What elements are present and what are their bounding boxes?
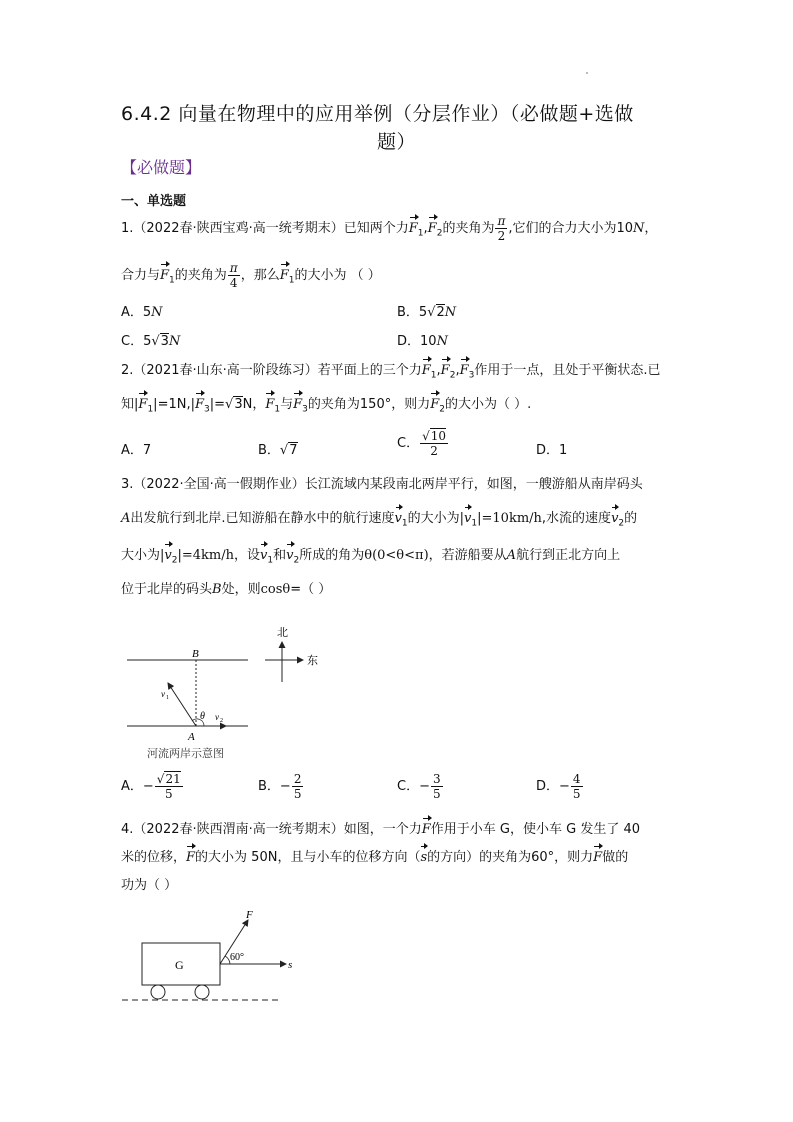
label-60deg: 60° [230, 952, 244, 963]
label-s: s [288, 959, 293, 971]
q2-line1: 2.（2021春·山东·高一阶段练习）若平面上的三个力$F_1,F_2,F_3$作用于一点，且处于平衡状态.已 [121, 363, 661, 381]
q3-option-a[interactable]: A．− $\frac{√21}{5}$ [121, 772, 181, 801]
label-v2-sub: 2 [220, 718, 223, 724]
q4-line2: 米的位移，F的大小为 50N，且与小车的位移方向（s的方向）的夹角为60°，则力F做的 [121, 848, 628, 868]
label-v1: v [161, 689, 165, 699]
label-G: G [175, 958, 184, 972]
figure-caption: 河流两岸示意图 [147, 747, 224, 760]
cart-wheel-right [195, 985, 209, 999]
q1-option-c[interactable]: C．5√3N [121, 334, 181, 349]
page-title-cont: 题） [377, 131, 417, 153]
q1-line1: 1.（2022春·陕西宝鸡·高一统考期末）已知两个力$F_1,F_2$的夹角为 $\frac{\pi}{2}$ ,它们的合力大小为10N， [121, 214, 658, 243]
speck [586, 72, 588, 74]
q3-option-d[interactable]: D．− $\frac{4}{5}$ [536, 772, 581, 801]
q3-option-b[interactable]: B．− $\frac{2}{5}$ [258, 772, 302, 801]
q1-option-b[interactable]: B．5√2N [397, 305, 457, 320]
label-B: B [192, 648, 199, 660]
q2-option-a[interactable]: A．7 [121, 443, 152, 458]
section-label: 【必做题】 [121, 158, 202, 177]
label-theta: θ [200, 711, 205, 722]
part-label: 一、单选题 [121, 194, 187, 209]
label-north: 北 [277, 626, 288, 639]
q3-line4: 位于北岸的码头B处，则cosθ=（ ） [121, 582, 332, 597]
q3-line2: A出发航行到北岸.已知游船在静水中的航行速度$v_1$的大小为$|v_1|=10km/h$,水流的速度$v_2$的 [121, 511, 638, 529]
label-v2: v [215, 712, 219, 722]
label-east: 东 [307, 654, 318, 667]
q4-line1: 4.（2022春·陕西渭南·高一统考期末）如图，一个力F作用于小车 G，使小车 G 发生了 40 [121, 820, 640, 840]
page-title: 6.4.2 向量在物理中的应用举例（分层作业）（必做题+选做 [121, 103, 634, 125]
q1-line2: 合力与$F_1$的夹角为 $\frac{\pi}{4}$ ，那么$F_1$的大小为 （ ） [121, 261, 381, 290]
q2-option-b[interactable]: B．√7 [258, 443, 298, 458]
cart-diagram [120, 900, 300, 1005]
q2-line2: 知$|F_1|=1N,|F_3|=√3N$，$F_1$与$F_3$的夹角为150°，则力$F_2$的大小为（ ）. [121, 397, 532, 415]
q1-option-a[interactable]: A．5N [121, 305, 163, 320]
q3-line1: 3.（2022·全国·高一假期作业）长江流域内某段南北两岸平行，如图，一艘游船从南岸码头 [121, 477, 643, 492]
q4-line3: 功为（ ） [121, 878, 178, 893]
v1-arrow [168, 683, 196, 726]
label-F: F [246, 909, 253, 921]
river-diagram [120, 620, 335, 765]
q2-option-d[interactable]: D．1 [536, 443, 568, 458]
q1-option-d[interactable]: D．10N [397, 334, 448, 349]
label-v1-sub: 1 [166, 695, 169, 701]
cart-wheel-left [151, 985, 165, 999]
q2-option-c[interactable]: C． $\frac{√10}{2}$ [397, 429, 447, 458]
label-A: A [188, 731, 195, 743]
q3-line3: 大小为$|v_2|=4km/h$，设$v_1$和$v_2$所成的角为θ(0<θ<π)，若游船要从A航行到正北方向上 [121, 548, 621, 566]
q3-option-c[interactable]: C．− $\frac{3}{5}$ [397, 772, 441, 801]
